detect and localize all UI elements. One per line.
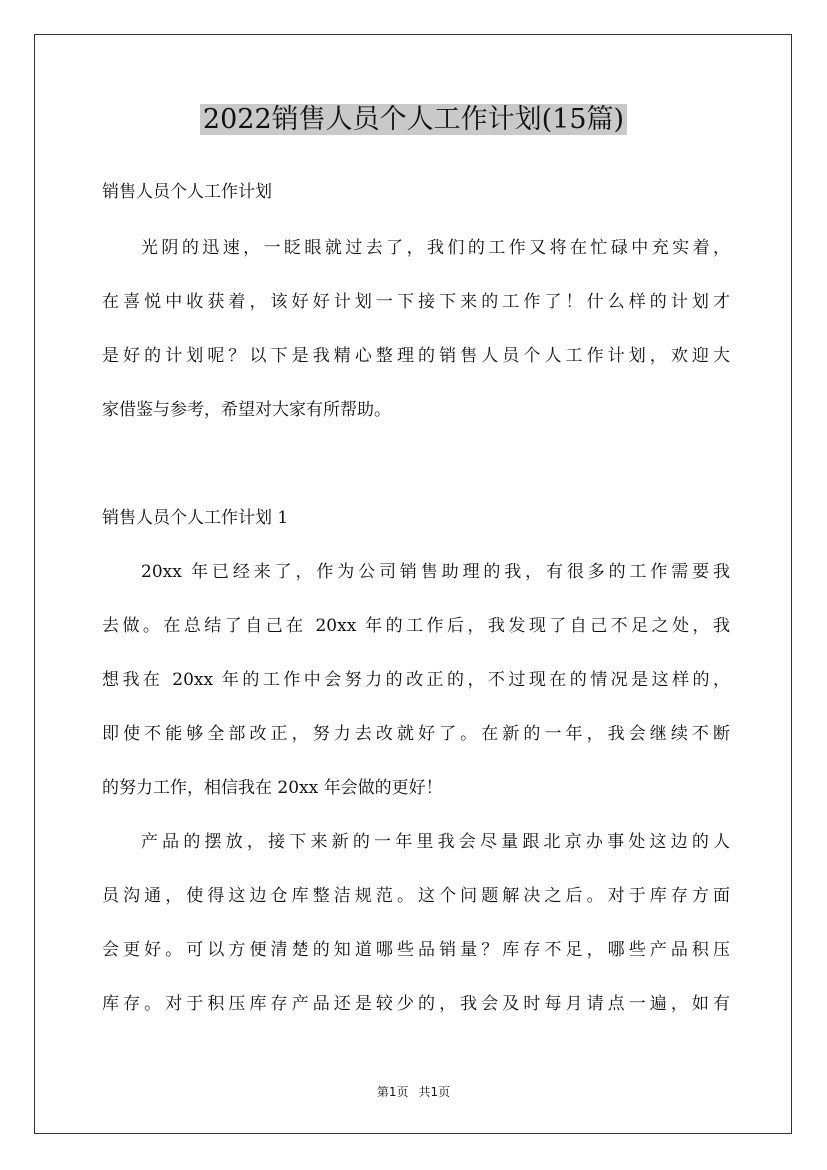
section-heading: 销售人员个人工作计划 1 <box>102 508 289 528</box>
para2-line-1: 产品的摆放，接下来新的一年里我会尽量跟北京办事处这边的人 <box>141 832 730 852</box>
page-total: 共1页 <box>418 1085 451 1099</box>
para1-line-5: 的努力工作，相信我在 20xx 年会做的更好！ <box>102 778 443 798</box>
para2-line-4: 库存。对于积压库存产品还是较少的，我会及时每月请点一遍，如有 <box>102 994 730 1014</box>
para1-line-2: 去做。在总结了自己在 20xx 年的工作后，我发现了自己不足之处，我 <box>102 616 730 636</box>
intro-heading: 销售人员个人工作计划 <box>102 182 272 202</box>
para2-line-3: 会更好。可以方便清楚的知道哪些品销量？库存不足，哪些产品积压 <box>102 940 730 960</box>
intro-line-4: 家借鉴与参考，希望对大家有所帮助。 <box>102 400 391 420</box>
para2-line-2: 员沟通，使得这边仓库整洁规范。这个问题解决之后。对于库存方面 <box>102 886 730 906</box>
para1-line-1: 20xx 年已经来了，作为公司销售助理的我，有很多的工作需要我 <box>141 562 730 582</box>
page-footer <box>0 1083 827 1100</box>
intro-line-1: 光阴的迅速，一眨眼就过去了，我们的工作又将在忙碌中充实着， <box>141 238 730 258</box>
para1-line-4: 即使不能够全部改正，努力去改就好了。在新的一年，我会继续不断 <box>102 724 730 744</box>
page-number: 第1页 <box>376 1085 409 1099</box>
intro-line-2: 在喜悦中收获着，该好好计划一下接下来的工作了！什么样的计划才 <box>102 292 730 312</box>
intro-line-3: 是好的计划呢？以下是我精心整理的销售人员个人工作计划，欢迎大 <box>102 346 730 366</box>
document-title: 2022销售人员个人工作计划(15篇) <box>0 100 827 140</box>
para1-line-3: 想我在 20xx 年的工作中会努力的改正的，不过现在的情况是这样的， <box>102 670 730 690</box>
